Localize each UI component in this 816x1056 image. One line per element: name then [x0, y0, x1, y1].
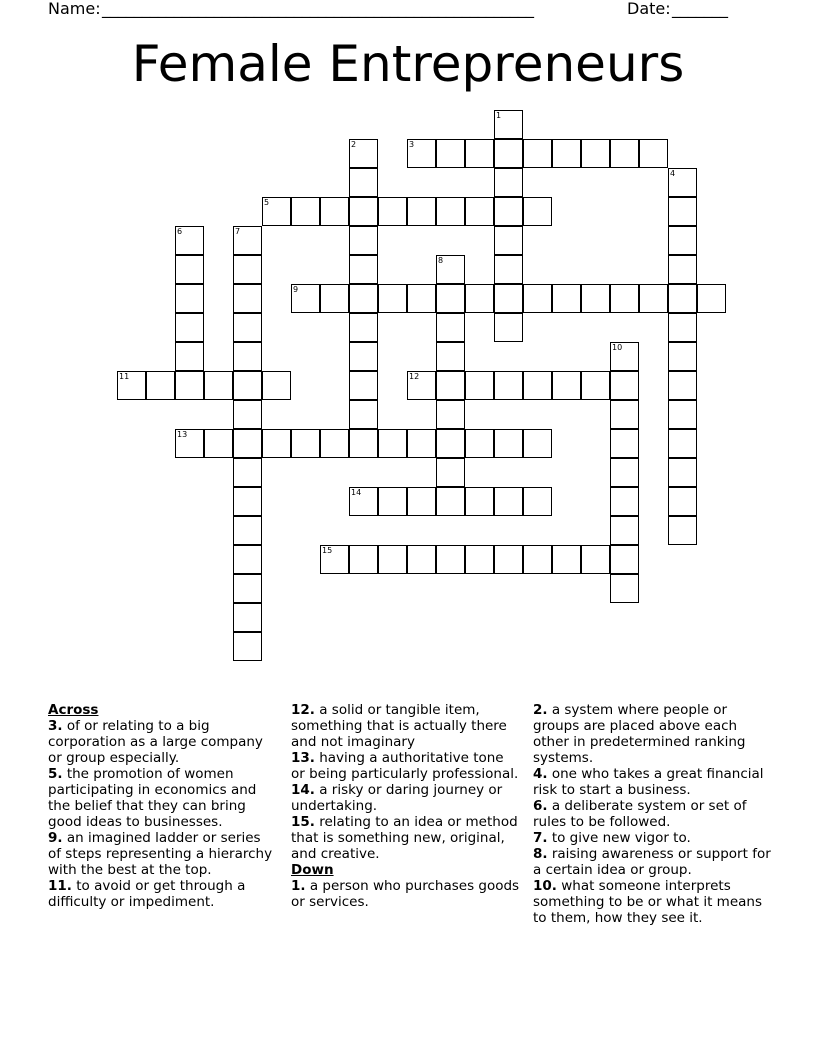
- grid-cell[interactable]: [610, 429, 639, 458]
- grid-cell[interactable]: [668, 284, 697, 313]
- grid-cell[interactable]: [349, 342, 378, 371]
- grid-cell[interactable]: [494, 255, 523, 284]
- grid-cell[interactable]: [523, 429, 552, 458]
- grid-cell[interactable]: [175, 226, 204, 255]
- grid-cell[interactable]: [523, 197, 552, 226]
- grid-cell[interactable]: [668, 197, 697, 226]
- grid-cell[interactable]: [494, 487, 523, 516]
- name-label: Name:: [48, 0, 101, 18]
- across-clue-3: 3. of or relating to a big corporation as a large company or group especially.: [48, 718, 263, 766]
- grid-cell[interactable]: [146, 371, 175, 400]
- grid-cell[interactable]: [233, 487, 262, 516]
- grid-cell[interactable]: [494, 284, 523, 313]
- grid-cell[interactable]: [407, 545, 436, 574]
- clue-number: 1: [496, 111, 502, 120]
- grid-cell[interactable]: [291, 197, 320, 226]
- grid-cell[interactable]: [436, 429, 465, 458]
- grid-cell[interactable]: [494, 429, 523, 458]
- grid-cell[interactable]: [320, 197, 349, 226]
- clue-number: 13: [177, 430, 188, 439]
- grid-cell[interactable]: [349, 400, 378, 429]
- clue-number: 3: [409, 140, 415, 149]
- grid-cell[interactable]: [610, 574, 639, 603]
- grid-cell[interactable]: [233, 516, 262, 545]
- grid-cell[interactable]: [436, 545, 465, 574]
- grid-cell[interactable]: [581, 284, 610, 313]
- grid-cell[interactable]: [175, 371, 204, 400]
- grid-cell[interactable]: [436, 313, 465, 342]
- puzzle-title: Female Entrepreneurs: [131, 35, 685, 93]
- clue-number: 8: [438, 256, 444, 265]
- grid-cell[interactable]: [668, 516, 697, 545]
- grid-cell[interactable]: [233, 429, 262, 458]
- grid-cell[interactable]: [523, 545, 552, 574]
- grid-cell[interactable]: [436, 197, 465, 226]
- grid-cell[interactable]: [291, 429, 320, 458]
- grid-cell[interactable]: [378, 284, 407, 313]
- grid-cell[interactable]: [349, 429, 378, 458]
- grid-cell[interactable]: [668, 313, 697, 342]
- grid-cell[interactable]: [436, 400, 465, 429]
- grid-cell[interactable]: [349, 545, 378, 574]
- grid-cell[interactable]: [233, 632, 262, 661]
- grid-cell[interactable]: [523, 487, 552, 516]
- down-clue-7: 7. to give new vigor to.: [533, 830, 691, 846]
- grid-cell[interactable]: [233, 545, 262, 574]
- across-heading: Across: [48, 702, 99, 718]
- grid-cell[interactable]: [233, 255, 262, 284]
- date-blank-line: _______: [672, 0, 728, 18]
- across-clue-13: 13. having a authoritative tone or being particularly professional.: [291, 750, 519, 782]
- grid-cell[interactable]: [494, 139, 523, 168]
- grid-cell[interactable]: [581, 139, 610, 168]
- grid-cell[interactable]: [262, 197, 291, 226]
- grid-cell[interactable]: [233, 342, 262, 371]
- grid-cell[interactable]: [407, 284, 436, 313]
- grid-cell[interactable]: [494, 545, 523, 574]
- down-clue-2: 2. a system where people or groups are placed above each other in predetermined ranking systems.: [533, 702, 746, 766]
- grid-cell[interactable]: [465, 545, 494, 574]
- grid-cell[interactable]: [349, 255, 378, 284]
- grid-cell[interactable]: [523, 139, 552, 168]
- grid-cell[interactable]: [320, 545, 349, 574]
- grid-cell[interactable]: [610, 342, 639, 371]
- clue-number: 11: [119, 372, 130, 381]
- grid-cell[interactable]: [581, 371, 610, 400]
- grid-cell[interactable]: [349, 371, 378, 400]
- grid-cell[interactable]: [494, 371, 523, 400]
- grid-cell[interactable]: [465, 197, 494, 226]
- grid-cell[interactable]: [349, 313, 378, 342]
- clue-number: 7: [235, 227, 241, 236]
- grid-cell[interactable]: [204, 371, 233, 400]
- grid-cell[interactable]: [523, 371, 552, 400]
- grid-cell[interactable]: [610, 545, 639, 574]
- grid-cell[interactable]: [320, 284, 349, 313]
- clue-number: 14: [351, 488, 362, 497]
- clues-column-2: [291, 702, 521, 910]
- grid-cell[interactable]: [233, 371, 262, 400]
- across-clue-15: 15. relating to an idea or method that is something new, original, and creative.: [291, 814, 518, 862]
- grid-cell[interactable]: [349, 226, 378, 255]
- grid-cell[interactable]: [668, 226, 697, 255]
- down-heading: Down: [291, 862, 334, 878]
- grid-cell[interactable]: [233, 400, 262, 429]
- grid-cell[interactable]: [494, 168, 523, 197]
- grid-cell[interactable]: [436, 139, 465, 168]
- grid-cell[interactable]: [436, 371, 465, 400]
- grid-cell[interactable]: [465, 487, 494, 516]
- clue-number: 5: [264, 198, 270, 207]
- grid-cell[interactable]: [610, 487, 639, 516]
- clues-column-3: [533, 702, 773, 926]
- grid-cell[interactable]: [349, 284, 378, 313]
- grid-cell[interactable]: [639, 139, 668, 168]
- date-label: Date:: [627, 0, 671, 18]
- grid-cell[interactable]: [436, 487, 465, 516]
- grid-cell[interactable]: [436, 284, 465, 313]
- name-blank-line: ______________________________________________________: [102, 0, 534, 18]
- grid-cell[interactable]: [552, 371, 581, 400]
- grid-cell[interactable]: [117, 371, 146, 400]
- clue-number: 4: [670, 169, 676, 178]
- across-clue-9: 9. an imagined ladder or series of steps representing a hierarchy with the best at the top.: [48, 830, 273, 878]
- down-clue-1: 1. a person who purchases goods or services.: [291, 878, 520, 910]
- clues-column-1: [48, 702, 276, 910]
- grid-cell[interactable]: [349, 487, 378, 516]
- grid-cell[interactable]: [494, 313, 523, 342]
- grid-cell[interactable]: [465, 139, 494, 168]
- grid-cell[interactable]: [320, 429, 349, 458]
- grid-cell[interactable]: [204, 429, 233, 458]
- across-clue-11: 11. to avoid or get through a difficulty or impediment.: [48, 878, 246, 910]
- clue-number: 10: [612, 343, 623, 352]
- grid-cell[interactable]: [436, 342, 465, 371]
- grid-cell[interactable]: [523, 284, 552, 313]
- grid-cell[interactable]: [233, 458, 262, 487]
- grid-cell[interactable]: [465, 284, 494, 313]
- clue-number: 12: [409, 372, 420, 381]
- grid-cell[interactable]: [436, 255, 465, 284]
- grid-cell[interactable]: [552, 139, 581, 168]
- grid-cell[interactable]: [407, 487, 436, 516]
- across-clue-14: 14. a risky or daring journey or undertaking.: [291, 782, 503, 814]
- grid-cell[interactable]: [436, 458, 465, 487]
- grid-cell[interactable]: [668, 458, 697, 487]
- grid-cell[interactable]: [407, 371, 436, 400]
- grid-cell[interactable]: [668, 429, 697, 458]
- grid-cell[interactable]: [610, 400, 639, 429]
- grid-cell[interactable]: [465, 371, 494, 400]
- grid-cell[interactable]: [175, 284, 204, 313]
- grid-cell[interactable]: [552, 284, 581, 313]
- down-clue-8: 8. raising awareness or support for a certain idea or group.: [533, 846, 771, 878]
- grid-cell[interactable]: [378, 197, 407, 226]
- grid-cell[interactable]: [610, 284, 639, 313]
- clue-number: 15: [322, 546, 333, 555]
- grid-cell[interactable]: [668, 371, 697, 400]
- clue-number: 2: [351, 140, 357, 149]
- grid-cell[interactable]: [233, 226, 262, 255]
- grid-cell[interactable]: [552, 545, 581, 574]
- grid-cell[interactable]: [233, 313, 262, 342]
- grid-cell[interactable]: [262, 429, 291, 458]
- grid-cell[interactable]: [349, 168, 378, 197]
- grid-cell[interactable]: [610, 458, 639, 487]
- clue-number: 6: [177, 227, 183, 236]
- grid-cell[interactable]: [494, 197, 523, 226]
- grid-cell[interactable]: [639, 284, 668, 313]
- grid-cell[interactable]: [233, 574, 262, 603]
- grid-cell[interactable]: [262, 371, 291, 400]
- grid-cell[interactable]: [494, 226, 523, 255]
- clue-number: 9: [293, 285, 299, 294]
- grid-cell[interactable]: [378, 545, 407, 574]
- grid-cell[interactable]: [175, 429, 204, 458]
- grid-cell[interactable]: [465, 429, 494, 458]
- grid-cell[interactable]: [175, 342, 204, 371]
- down-clue-6: 6. a deliberate system or set of rules to be followed.: [533, 798, 747, 830]
- across-clue-12: 12. a solid or tangible item, something that is actually there and not imaginary: [291, 702, 507, 750]
- grid-cell[interactable]: [610, 371, 639, 400]
- down-clue-4: 4. one who takes a great financial risk to start a business.: [533, 766, 764, 798]
- grid-cell[interactable]: [378, 487, 407, 516]
- grid-cell[interactable]: [378, 429, 407, 458]
- grid-cell[interactable]: [291, 284, 320, 313]
- grid-cell[interactable]: [407, 139, 436, 168]
- across-clue-5: 5. the promotion of women participating in economics and the belief that they can bring good ideas to businesses.: [48, 766, 257, 830]
- grid-cell[interactable]: [668, 400, 697, 429]
- grid-cell[interactable]: [610, 516, 639, 545]
- grid-cell[interactable]: [349, 139, 378, 168]
- grid-cell[interactable]: [494, 110, 523, 139]
- grid-cell[interactable]: [407, 197, 436, 226]
- grid-cell[interactable]: [668, 168, 697, 197]
- grid-cell[interactable]: [610, 139, 639, 168]
- grid-cell[interactable]: [349, 197, 378, 226]
- grid-cell[interactable]: [581, 545, 610, 574]
- down-clue-10: 10. what someone interprets something to be or what it means to them, how they see it.: [533, 878, 762, 926]
- grid-cell[interactable]: [233, 603, 262, 632]
- grid-cell[interactable]: [175, 255, 204, 284]
- grid-cell[interactable]: [175, 313, 204, 342]
- grid-cell[interactable]: [233, 284, 262, 313]
- grid-cell[interactable]: [697, 284, 726, 313]
- grid-cell[interactable]: [668, 255, 697, 284]
- grid-cell[interactable]: [407, 429, 436, 458]
- grid-cell[interactable]: [668, 487, 697, 516]
- grid-cell[interactable]: [668, 342, 697, 371]
